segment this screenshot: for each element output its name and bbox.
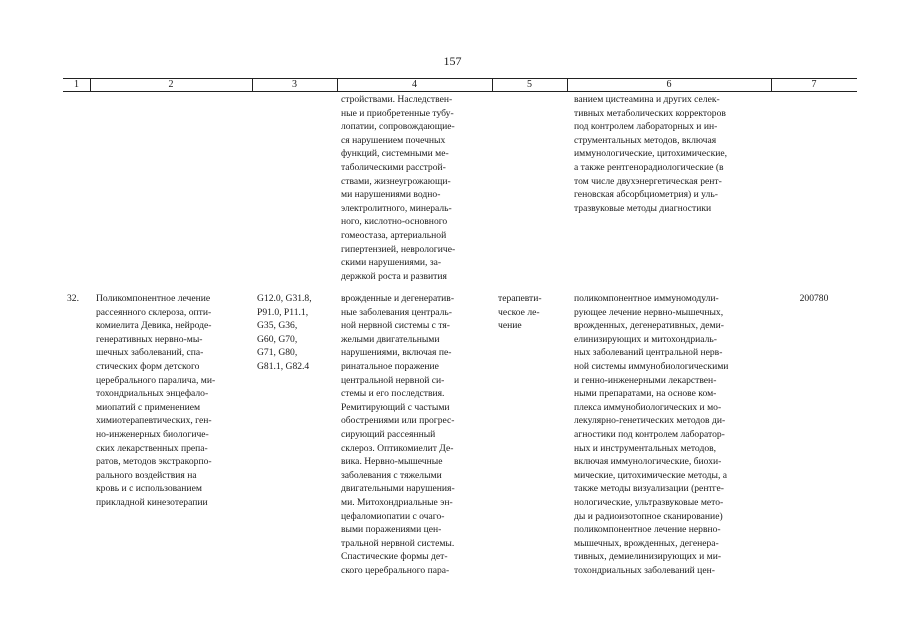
text-line: лопатии, сопровождающие-	[341, 121, 455, 133]
text-line: G81.1, G82.4	[257, 360, 310, 372]
text-line: сирующий рассеянный	[341, 428, 436, 440]
text-line: геновская абсорбциометрия) и уль-	[574, 189, 718, 201]
text-line: ринатальное поражение	[341, 360, 439, 372]
text-line: G35, G36,	[257, 320, 298, 332]
text-line: P91.0, P11.1,	[257, 306, 309, 318]
text-line: кровь и с использованием	[96, 483, 202, 495]
text-line: ных и инструментальных методов,	[574, 442, 717, 454]
text-line: врожденных, дегенеративных, деми-	[574, 320, 724, 332]
text-line: гипертензией, неврологиче-	[341, 243, 456, 255]
text-line: G12.0, G31.8,	[257, 293, 312, 304]
text-line: струментальных методов, включая	[574, 134, 717, 146]
text-line: химиотерапевтических, ген-	[96, 415, 212, 427]
text-line: гомеостаза, артериальной	[341, 229, 447, 241]
text-line: обострениями или прогрес-	[341, 415, 455, 427]
text-line: склероз. Оптикомиелит Де-	[341, 442, 454, 454]
text-line: Спастические формы дет-	[341, 551, 448, 563]
text-line: ной системы иммунобиологическими	[574, 360, 729, 372]
column-header: 7	[811, 79, 817, 90]
text-line: заболевания с тяжелыми	[341, 469, 442, 481]
text-line: держкой роста и развития	[341, 270, 447, 282]
text-line: тразвуковые методы диагностики	[574, 202, 712, 214]
text-line: агностики под контролем лаборатор-	[574, 428, 725, 440]
text-line: прикладной кинезотерапии	[96, 496, 208, 508]
text-line: желыми двигательными	[341, 333, 440, 345]
text-line: шечных заболеваний, спа-	[96, 347, 204, 359]
column-header: 5	[527, 79, 532, 90]
continuation-method-cell	[574, 93, 770, 215]
text-line: функций, системными ме-	[341, 148, 449, 160]
text-line: ванием цистеамина и других селек-	[574, 94, 720, 105]
text-line: ского церебрального пара-	[341, 564, 450, 576]
treatment-name-cell	[96, 292, 248, 510]
text-line: лекулярно-генетических методов ди-	[574, 415, 726, 427]
text-line: G71, G80,	[257, 347, 298, 359]
text-line: комиелита Девика, нейроде-	[96, 320, 212, 332]
diagnosis-cell	[341, 292, 487, 577]
page-number: 157	[443, 54, 462, 68]
text-line: том числе двухэнергетическая рент-	[574, 175, 722, 187]
text-line: двигательными нарушения-	[341, 483, 455, 495]
text-line: ные и приобретенные тубу-	[341, 107, 454, 119]
text-line: вика. Нервно-мышечные	[341, 456, 443, 468]
icd-codes-cell	[257, 292, 332, 374]
treatment-type-cell	[498, 292, 562, 333]
text-line: елинизирующих и митохондриаль-	[574, 333, 717, 345]
text-line: церебрального паралича, ми-	[96, 374, 216, 386]
text-line: тохондриальных заболеваний цен-	[574, 564, 715, 576]
text-line: ских лекарственных препа-	[96, 442, 208, 454]
text-line: мические, цитохимические методы, а	[574, 469, 727, 481]
text-line: цефаломиопатии с очаго-	[341, 510, 445, 522]
text-line: включая иммунологические, биохи-	[574, 456, 722, 468]
method-cell	[574, 292, 770, 577]
text-line: таболическими расстрой-	[341, 161, 446, 173]
text-line: тральной нервной системы.	[341, 537, 455, 549]
text-line: ми нарушениями водно-	[341, 189, 441, 201]
text-line: G60, G70,	[257, 333, 298, 345]
column-header: 4	[412, 79, 417, 90]
text-line: рального воздействия на	[96, 469, 197, 481]
text-line: ные заболевания централь-	[341, 306, 452, 318]
text-line: стемы и его последствия.	[341, 388, 445, 400]
text-line: а также рентгенорадиологические (в	[574, 161, 724, 173]
text-line: ной нервной системы с тя-	[341, 320, 450, 332]
text-line: ными препаратами, на основе ком-	[574, 388, 717, 400]
text-line: генеративных нервно-мы-	[96, 333, 203, 345]
text-line: Поликомпонентное лечение	[96, 293, 211, 304]
text-line: чение	[498, 320, 522, 332]
text-line: ратов, методов экстракорпо-	[96, 456, 212, 468]
text-line: поликомпонентное иммуномодули-	[574, 293, 719, 304]
text-line: терапевти-	[498, 293, 542, 304]
text-line: под контролем лабораторных и ин-	[574, 121, 718, 133]
text-line: ческое ле-	[498, 306, 540, 318]
text-line: стических форм детского	[96, 360, 200, 372]
text-line: иммунологические, цитохимические,	[574, 148, 728, 160]
column-header: 3	[292, 79, 297, 90]
text-line: нологические, ультразвуковые мето-	[574, 496, 724, 508]
text-line: ного, кислотно-основного	[341, 216, 448, 228]
text-line: центральной нервной си-	[341, 374, 445, 386]
text-line: миопатий с применением	[96, 401, 201, 413]
text-line: ствами, жизнеугрожающи-	[341, 175, 451, 187]
text-line: мышечных, врожденных, дегенера-	[574, 537, 719, 549]
text-line: нарушениями, включая пе-	[341, 347, 452, 359]
text-line: ных заболеваний центральной нерв-	[574, 347, 723, 359]
text-line: плекса иммунобиологических и мо-	[574, 401, 722, 413]
continuation-diagnosis-cell	[341, 93, 487, 283]
column-header: 6	[666, 79, 672, 90]
text-line: рассеянного склероза, опти-	[96, 306, 212, 318]
text-line: поликомпонентное лечение нервно-	[574, 524, 721, 536]
text-line: Ремитирующий с частыми	[341, 401, 450, 413]
row-number: 32.	[67, 293, 79, 304]
text-line: и генно-инженерными лекарствен-	[574, 374, 717, 386]
text-line: тохондриальных энцефало-	[96, 388, 209, 400]
text-line: выми поражениями цен-	[341, 524, 442, 536]
text-line: скими нарушениями, за-	[341, 257, 442, 269]
text-line: также методы визуализации (рентге-	[574, 483, 724, 495]
text-line: тивных, демиелинизирующих и ми-	[574, 551, 722, 563]
text-line: ся нарушением почечных	[341, 134, 446, 146]
column-header: 2	[168, 79, 174, 90]
text-line: но-инженерных биологиче-	[96, 428, 209, 440]
text-line: ды и радиоизотопное сканирование)	[574, 510, 723, 522]
text-line: рующее лечение нервно-мышечных,	[574, 306, 724, 318]
cost-value: 200780	[799, 293, 829, 304]
text-line: стройствами. Наследствен-	[341, 94, 453, 105]
text-line: ми. Митохондриальные эн-	[341, 496, 453, 508]
column-header: 1	[74, 79, 79, 90]
text-line: электролитного, минераль-	[341, 202, 452, 214]
text-line: врожденные и дегенератив-	[341, 293, 455, 304]
text-line: тивных метаболических корректоров	[574, 107, 726, 119]
